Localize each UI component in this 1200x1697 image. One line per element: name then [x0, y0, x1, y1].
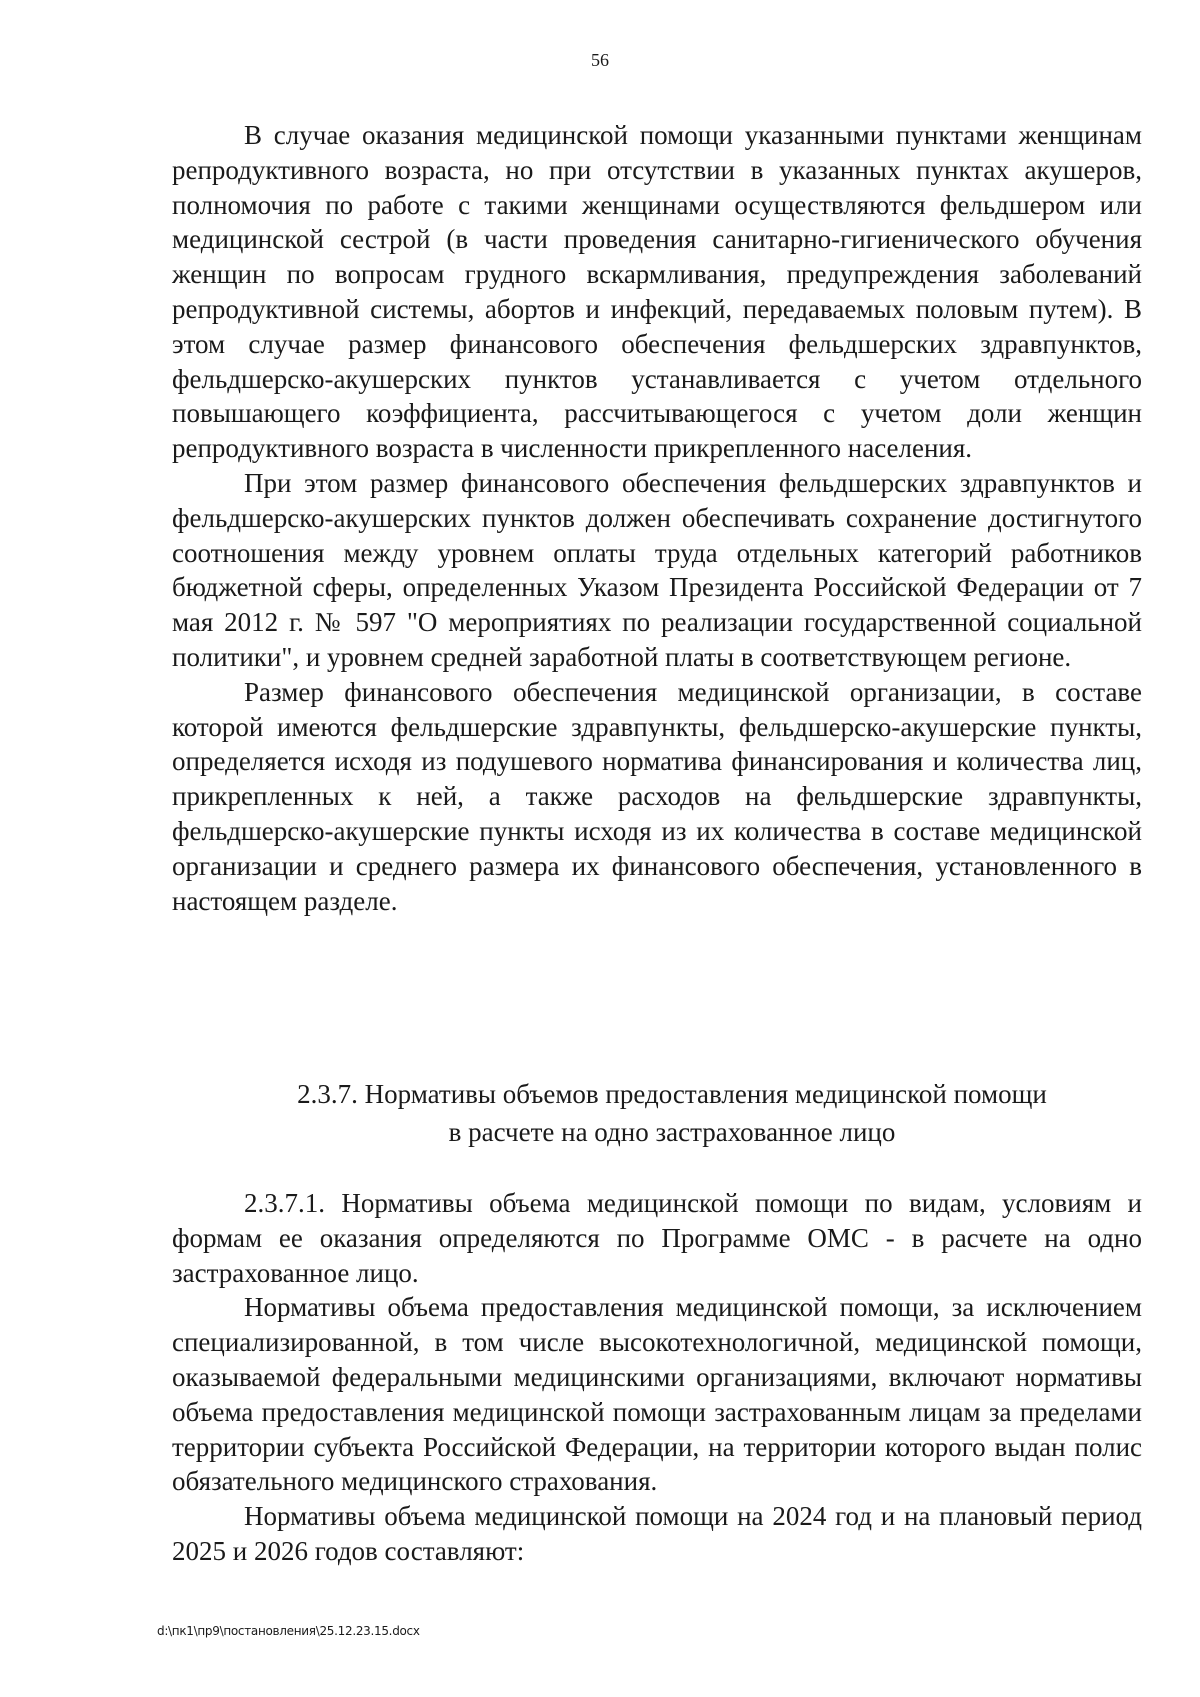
section-heading — [172, 1075, 1172, 1151]
paragraph: Нормативы объема медицинской помощи на 2024 год и на плановый период 2025 и 2026 годов составляют: — [172, 1501, 1142, 1566]
paragraph: При этом размер финансового обеспечения фельдшерских здравпунктов и фельдшерско-акушерских пунктов должен обеспечивать сохранение достигнутого соотношения между уровнем оплаты труда отдельных категорий работников бюджетной сферы, определенных Указом Президента Российской Федерации от 7 мая 2012 г. № 597 "О мероприятиях по реализации государственной социальной политики", и уровнем средней заработной платы в соответствующем регионе. — [172, 467, 1142, 672]
paragraph: В случае оказания медицинской помощи указанными пунктами женщинам репродуктивного возраста, но при отсутствии в указанных пунктах акушеров, полномочия по работе с такими женщинами осуществляются фельдшером или медицинской сестрой (в части проведения санитарно-гигиенического обучения женщин по вопросам грудного вскармливания, предупреждения заболеваний репродуктивной системы, абортов и инфекций, передаваемых половым путем). В этом случае размер финансового обеспечения фельдшерских здравпунктов, фельдшерско-акушерских пунктов устанавливается с учетом отдельного повышающего коэффициента, рассчитывающегося с учетом доли женщин репродуктивного возраста в численности прикрепленного населения. — [172, 120, 1142, 464]
section-heading-line: в расчете на одно застрахованное лицо — [448, 1117, 896, 1147]
body-text-section-2 — [172, 1186, 1142, 1569]
file-path-footer: d:\пк1\пр9\постановления\25.12.23.15.docx — [157, 1624, 420, 1638]
paragraph: Размер финансового обеспечения медицинской организации, в составе которой имеются фельдшерские здравпункты, фельдшерско-акушерские пункты, определяется исходя из подушевого норматива финансирования и количества лиц, прикрепленных к ней, а также расходов на фельдшерские здравпункты, фельдшерско-акушерские пункты исходя из их количества в составе медицинской организации и среднего размера их финансового обеспечения, установленного в настоящем разделе. — [172, 676, 1142, 916]
section-heading-line: 2.3.7. Нормативы объемов предоставления медицинской помощи — [297, 1079, 1047, 1109]
body-text-section-1 — [172, 118, 1142, 918]
paragraph: 2.3.7.1. Нормативы объема медицинской помощи по видам, условиям и формам ее оказания определяются по Программе ОМС - в расчете на одно застрахованное лицо. — [172, 1188, 1142, 1288]
paragraph: Нормативы объема предоставления медицинской помощи, за исключением специализированной, в том числе высокотехнологичной, медицинской помощи, оказываемой федеральными медицинскими организациями, включают нормативы объема предоставления медицинской помощи застрахованным лицам за пределами территории субъекта Российской Федерации, на территории которого выдан полис обязательного медицинского страхования. — [172, 1292, 1142, 1497]
page-number: 56 — [591, 50, 609, 70]
